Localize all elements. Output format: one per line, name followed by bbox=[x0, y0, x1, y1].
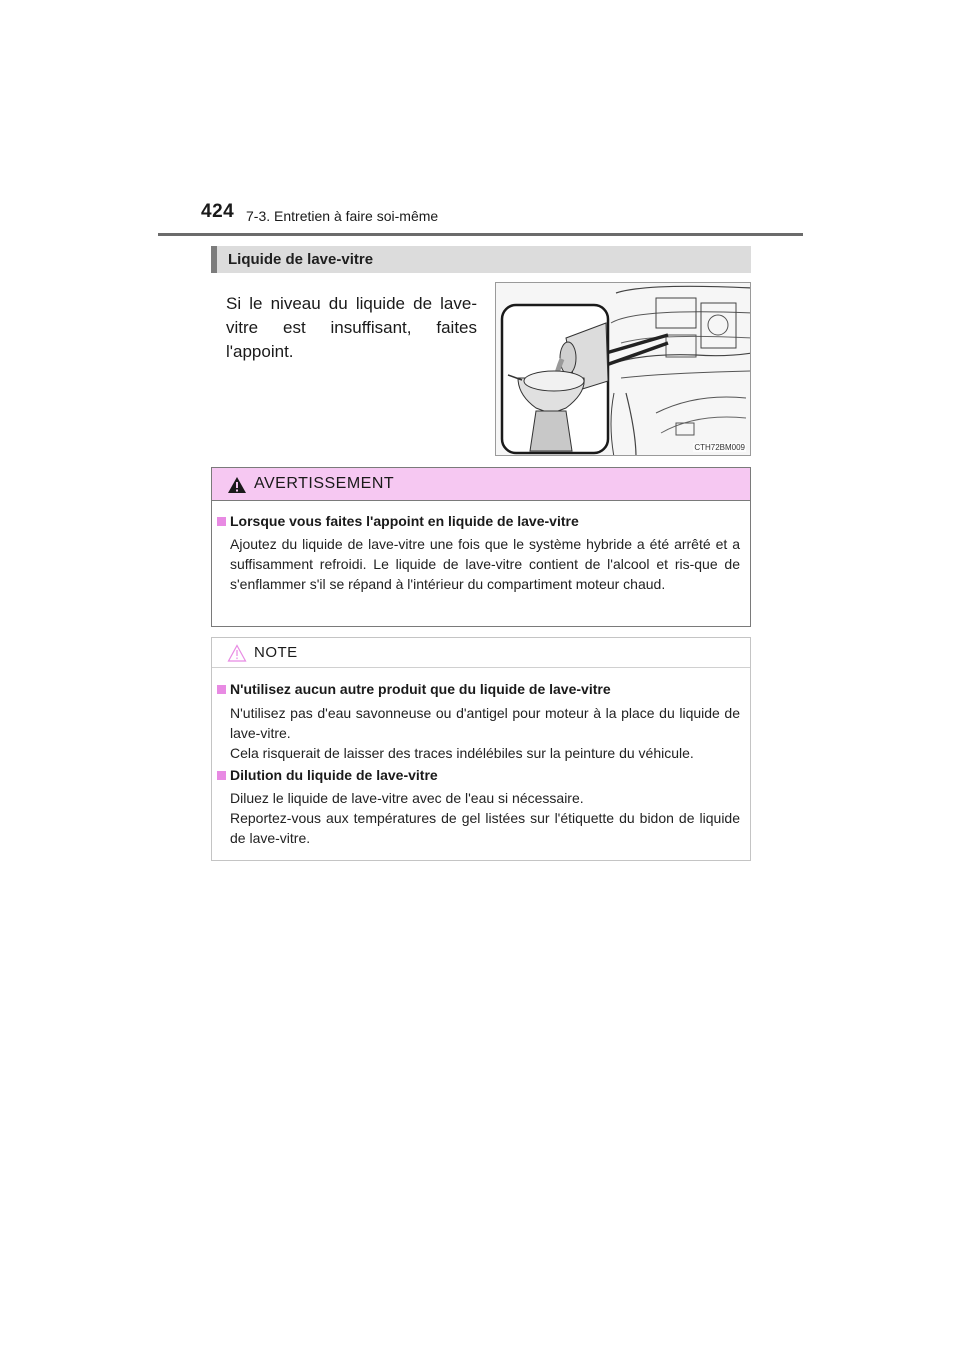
note-item-title: N'utilisez aucun autre produit que du liquide de lave-vitre bbox=[217, 681, 611, 697]
warning-triangle-icon bbox=[227, 476, 247, 494]
note-label: NOTE bbox=[254, 644, 298, 661]
warning-box bbox=[211, 467, 751, 627]
section-title: 7-3. Entretien à faire soi-même bbox=[246, 208, 439, 224]
figure-code: CTH72BM009 bbox=[694, 443, 745, 452]
bullet-square-icon bbox=[217, 685, 226, 694]
topic-title: Liquide de lave-vitre bbox=[228, 251, 374, 268]
note-item-title: Dilution du liquide de lave-vitre bbox=[217, 767, 438, 783]
caution-triangle-icon bbox=[227, 644, 247, 662]
page-number: 424 bbox=[201, 201, 235, 222]
washer-fluid-illustration bbox=[495, 282, 751, 456]
warning-item-body: Ajoutez du liquide de lave-vitre une fois que le système hybride a été arrêté et a suffisamment refroidi. Le liquide de lave-vitre contient de l'alcool et ris-que de s'enflammer s'il se répand à l'intérieur du compartiment moteur chaud. bbox=[230, 536, 740, 592]
warning-header bbox=[212, 468, 750, 501]
topic-heading-bar bbox=[211, 246, 751, 273]
warning-item-title: Lorsque vous faites l'appoint en liquide de lave-vitre bbox=[217, 513, 579, 529]
warning-label: AVERTISSEMENT bbox=[254, 475, 395, 492]
header-rule bbox=[158, 233, 803, 236]
bullet-square-icon bbox=[217, 517, 226, 526]
note-box bbox=[211, 637, 751, 861]
engine-bay-drawing bbox=[496, 283, 751, 456]
intro-paragraph: Si le niveau du liquide de lave-vitre est insuffisant, faites l'appoint. bbox=[226, 294, 477, 361]
note-item-body: N'utilisez pas d'eau savonneuse ou d'antigel pour moteur à la place du liquide de lave-vitre. Cela risquerait de laisser des traces indélébiles sur la peinture du véhicule. bbox=[230, 705, 740, 761]
note-header bbox=[212, 638, 750, 668]
bullet-square-icon bbox=[217, 771, 226, 780]
note-item-body: Diluez le liquide de lave-vitre avec de l'eau si nécessaire. Reportez-vous aux températures de gel listées sur l'étiquette du bidon de liquide de lave-vitre. bbox=[230, 790, 740, 846]
